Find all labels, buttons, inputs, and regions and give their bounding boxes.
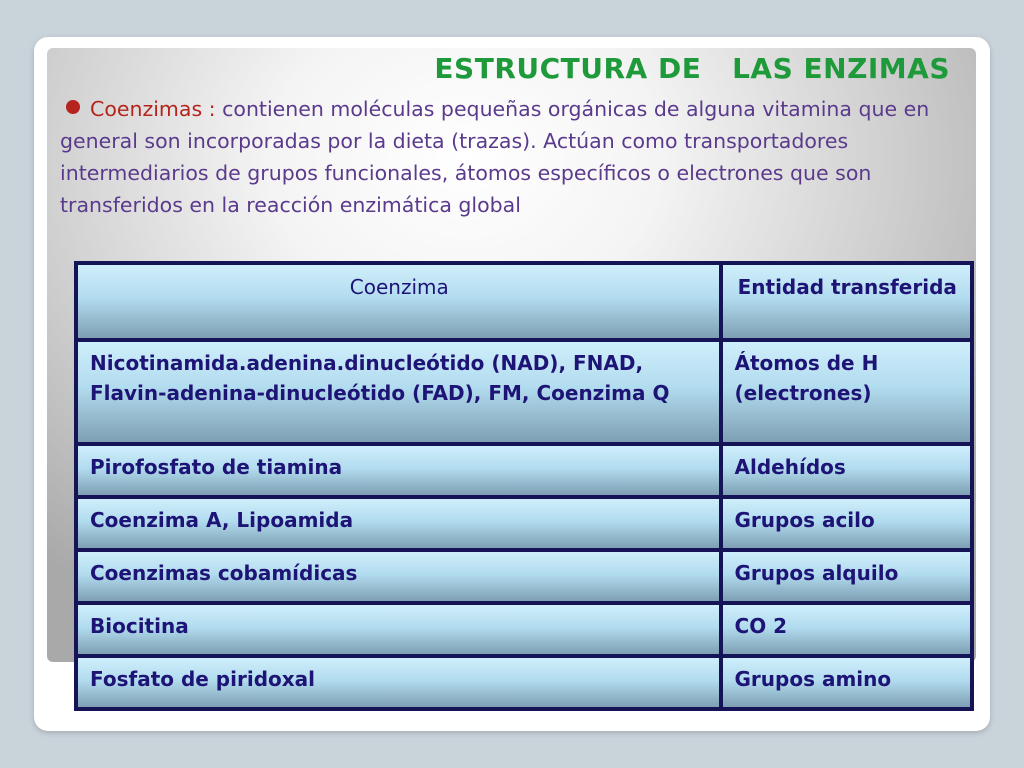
intro-term: Coenzimas bbox=[90, 97, 203, 121]
cell-entidad: Aldehídos bbox=[721, 444, 972, 497]
header-entidad-transferida: Entidad transferida bbox=[721, 263, 972, 340]
cell-entidad: Grupos alquilo bbox=[721, 550, 972, 603]
coenzyme-table bbox=[74, 261, 974, 711]
bullet-dot-icon bbox=[66, 100, 80, 114]
coenzyme-table-wrap bbox=[74, 261, 974, 711]
table-row bbox=[76, 550, 972, 603]
cell-entidad: CO 2 bbox=[721, 603, 972, 656]
cell-coenzima: Coenzimas cobamídicas bbox=[76, 550, 721, 603]
cell-entidad: Átomos de H (electrones) bbox=[721, 340, 972, 444]
cell-entidad: Grupos acilo bbox=[721, 497, 972, 550]
cell-coenzima: Nicotinamida.adenina.dinucleótido (NAD), FNAD, Flavin-adenina-dinucleótido (FAD), FM, Coenzima Q bbox=[76, 340, 721, 444]
header-coenzima: Coenzima bbox=[76, 263, 721, 340]
table-row bbox=[76, 603, 972, 656]
table-row bbox=[76, 340, 972, 444]
table-row bbox=[76, 656, 972, 709]
cell-coenzima: Fosfato de piridoxal bbox=[76, 656, 721, 709]
slide-title: ESTRUCTURA DE LAS ENZIMAS bbox=[434, 52, 950, 85]
cell-entidad: Grupos amino bbox=[721, 656, 972, 709]
intro-text: contienen moléculas pequeñas orgánicas de alguna vitamina que en general son incorporadas por la dieta (trazas). Actúan como transportadores intermediarios de grupos funcionales, átomos específicos o electrones que son transferidos en la reacción enzimática global bbox=[60, 97, 930, 217]
intro-colon: : bbox=[208, 97, 216, 121]
table-header-row bbox=[76, 263, 972, 340]
cell-coenzima: Pirofosfato de tiamina bbox=[76, 444, 721, 497]
intro-paragraph bbox=[60, 93, 940, 221]
table-row bbox=[76, 444, 972, 497]
cell-coenzima: Biocitina bbox=[76, 603, 721, 656]
cell-coenzima: Coenzima A, Lipoamida bbox=[76, 497, 721, 550]
table-row bbox=[76, 497, 972, 550]
